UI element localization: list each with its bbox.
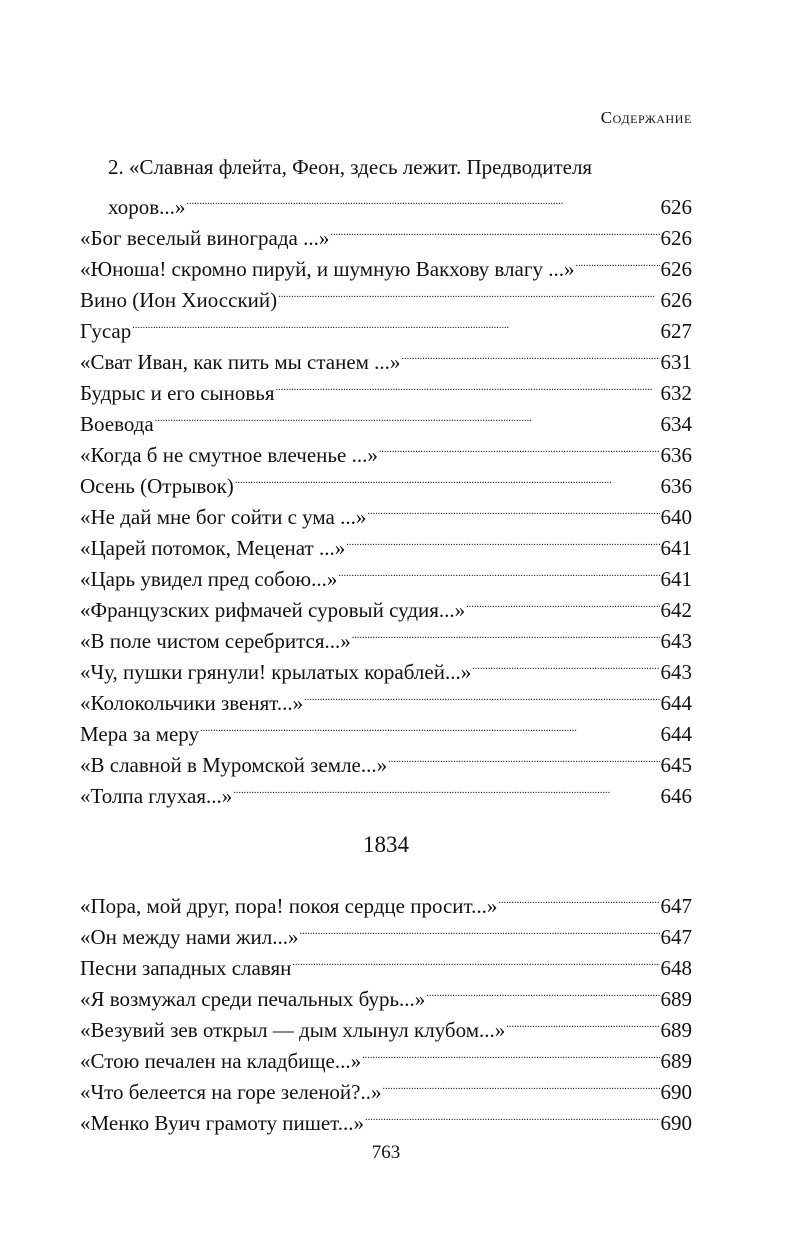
- toc-leader-dots: [292, 944, 659, 975]
- toc-leader-dots: [498, 882, 659, 913]
- toc-entry-title: Гусар: [80, 319, 132, 343]
- toc-entry-page: 689: [660, 1018, 692, 1042]
- toc-entry-page: 626: [660, 195, 692, 219]
- toc-entry-page: 631: [660, 350, 692, 374]
- toc-leader-dots: [330, 214, 659, 245]
- toc-leader-dots: [346, 524, 659, 555]
- year-heading: 1834: [363, 832, 409, 857]
- toc-entry-title: «Не дай мне бог сойти с ума ...»: [80, 505, 367, 529]
- toc-entry-page: 636: [660, 443, 692, 467]
- toc-leader-dots: [383, 1068, 660, 1099]
- toc-entry-title: «Я возмужал среди печальных бурь...»: [80, 987, 426, 1011]
- toc-entry-title: «Юноша! скромно пируй, и шумную Вакхову влагу ...»: [80, 257, 575, 281]
- toc-leader-dots: [276, 369, 660, 400]
- toc-leader-dots: [233, 772, 659, 803]
- toc-entry-title: «Везувий зев открыл — дым хлынул клубом...»: [80, 1018, 506, 1042]
- toc-entry-page: 644: [660, 722, 692, 746]
- toc-leader-dots: [401, 338, 659, 369]
- toc-leader-dots: [379, 431, 660, 462]
- toc-leader-dots: [472, 648, 659, 679]
- toc-entry-title: «Менко Вуич грамоту пишет...»: [80, 1111, 365, 1135]
- toc-entry: [80, 307, 692, 343]
- toc-entry: [80, 882, 692, 918]
- toc-entry-page: 648: [660, 956, 692, 980]
- toc-leader-dots: [338, 555, 659, 586]
- toc-entry-title: «Царей потомок, Меценат ...»: [80, 536, 346, 560]
- toc-leader-dots: [300, 913, 660, 944]
- toc-entry-title: Воевода: [80, 412, 154, 436]
- toc-leader-dots: [388, 741, 659, 772]
- toc-entry-page: 626: [660, 226, 692, 250]
- toc-entry-title: «Он между нами жил...»: [80, 925, 299, 949]
- toc-entry-title: «В славной в Муромской земле...»: [80, 753, 388, 777]
- toc-leader-dots: [352, 617, 660, 648]
- toc-entry-first-line1: 2. «Славная флейта, Феон, здесь лежит. Предводителя: [108, 155, 593, 179]
- toc-entry-page: 641: [660, 536, 692, 560]
- toc-entry-title: «В поле чистом серебрится...»: [80, 629, 351, 653]
- toc-section-bottom: [80, 882, 692, 1135]
- toc-entry-page: 640: [660, 505, 692, 529]
- toc-entry-title: «Пора, мой друг, пора! покоя сердце просит...»: [80, 894, 498, 918]
- toc-entry-title: Будрыс и его сыновья: [80, 381, 275, 405]
- toc-entry-page: 643: [660, 660, 692, 684]
- toc-leader-dots: [200, 710, 660, 741]
- toc-entry-page: 627: [660, 319, 692, 343]
- toc-entry-page: 642: [660, 598, 692, 622]
- toc-entry-page: 647: [660, 894, 692, 918]
- toc-entry-page: 690: [660, 1080, 692, 1104]
- toc-entry-page: 647: [660, 925, 692, 949]
- toc-leader-dots: [278, 276, 659, 307]
- toc-entry-page: 645: [660, 753, 692, 777]
- toc-leader-dots: [362, 1037, 659, 1068]
- toc-leader-dots: [186, 183, 659, 214]
- toc-entry-title: Мера за меру: [80, 722, 199, 746]
- toc-entry-page: 689: [660, 1049, 692, 1073]
- toc-entry-title: «Толпа глухая...»: [80, 784, 233, 808]
- toc-section-top: [80, 152, 692, 808]
- toc-entry-page: 689: [660, 987, 692, 1011]
- toc-entry-title: Вино (Ион Хиосский): [80, 288, 278, 312]
- toc-leader-dots: [304, 679, 659, 710]
- toc-entry-title: хоров...»: [108, 195, 186, 219]
- toc-entry-page: 626: [660, 257, 692, 281]
- toc-entry: [80, 183, 692, 219]
- toc-entry-title: «Стою печален на кладбище...»: [80, 1049, 362, 1073]
- toc-leader-dots: [367, 493, 659, 524]
- toc-entry-page: 643: [660, 629, 692, 653]
- toc-entry-title: «Колокольчики звенят...»: [80, 691, 304, 715]
- toc-leader-dots: [575, 245, 659, 276]
- toc-entry: [80, 431, 692, 467]
- toc-entry-title: «Когда б не смутное влеченье ...»: [80, 443, 378, 467]
- toc-entry-title: «Сват Иван, как пить мы станем ...»: [80, 350, 401, 374]
- toc-entry: [80, 338, 692, 374]
- toc-entry-title: Песни западных славян: [80, 956, 292, 980]
- page-number: 763: [371, 1142, 401, 1163]
- toc-entry-page: 626: [660, 288, 692, 312]
- toc-leader-dots: [132, 307, 659, 338]
- toc-entry-page: 634: [660, 412, 692, 436]
- toc-leader-dots: [365, 1099, 659, 1130]
- toc-entry: [80, 400, 692, 436]
- toc-entry-title: «Французских рифмачей суровый судия...»: [80, 598, 466, 622]
- toc-leader-dots: [235, 462, 660, 493]
- toc-entry-title: «Что белеется на горе зеленой?..»: [80, 1080, 382, 1104]
- running-head: Содержание: [600, 108, 692, 127]
- toc-entry-title: Осень (Отрывок): [80, 474, 234, 498]
- toc-entry-page: 632: [660, 381, 692, 405]
- toc-leader-dots: [466, 586, 659, 617]
- toc-entry-page: 636: [660, 474, 692, 498]
- toc-leader-dots: [426, 975, 659, 1006]
- toc-entry-title: «Чу, пушки грянули! крылатых кораблей...»: [80, 660, 472, 684]
- toc-entry-title: «Бог веселый винограда ...»: [80, 226, 330, 250]
- toc-leader-dots: [155, 400, 660, 431]
- toc-entry-title: «Царь увидел пред собою...»: [80, 567, 338, 591]
- toc-leader-dots: [506, 1006, 659, 1037]
- toc-entry-page: 644: [660, 691, 692, 715]
- toc-entry-page: 641: [660, 567, 692, 591]
- toc-entry-page: 646: [660, 784, 692, 808]
- toc-entry-page: 690: [660, 1111, 692, 1135]
